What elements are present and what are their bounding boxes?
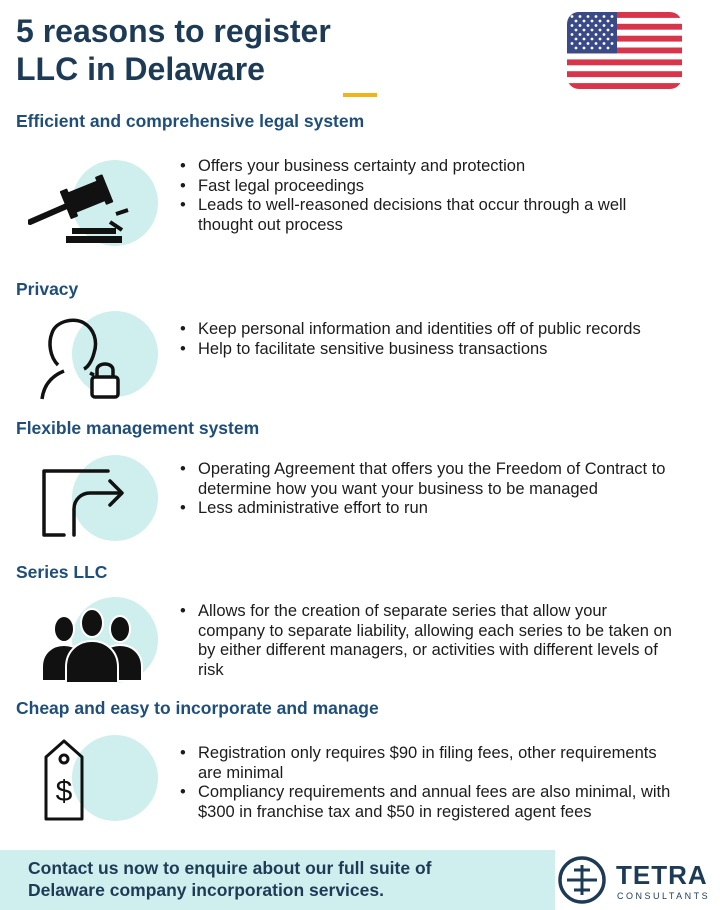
section-title-series-llc: Series LLC (16, 562, 108, 582)
footer-cta-line-2: Delaware company incorporation services. (28, 880, 384, 900)
tetra-logo-icon (557, 855, 607, 905)
bullet-list-series-llc (176, 602, 676, 680)
svg-text:$: $ (55, 775, 73, 808)
person-lock-icon (28, 311, 158, 401)
title-line-1: 5 reasons to register (16, 13, 331, 49)
section-title-legal-system: Efficient and comprehensive legal system (16, 111, 365, 131)
section-title-privacy: Privacy (16, 279, 79, 299)
bullet-list-privacy (176, 320, 676, 359)
list-item: • Offers your business certainty and protection (176, 157, 676, 177)
list-item: • Leads to well-reasoned decisions that occur through a well thought out process (176, 196, 676, 235)
list-item: • Compliancy requirements and annual fees are also minimal, with $300 in franchise tax and $50 in registered agent fees (176, 783, 676, 822)
list-item: • Help to facilitate sensitive business transactions (176, 340, 676, 360)
bullet-list-flexible-management (176, 460, 676, 519)
page-title (16, 12, 331, 88)
title-accent-bar (343, 93, 377, 97)
section-title-flexible-management: Flexible management system (16, 418, 260, 438)
price-tag-icon (28, 735, 158, 825)
section-title-cheap-and-easy: Cheap and easy to incorporate and manage (16, 698, 379, 718)
group-icon (28, 597, 158, 687)
bullet-list-legal-system (176, 157, 676, 235)
list-item: • Keep personal information and identities off of public records (176, 320, 676, 340)
arrow-box-icon (28, 455, 158, 545)
list-item: • Operating Agreement that offers you the Freedom of Contract to determine how you want your business to be managed (176, 460, 676, 499)
title-line-2: LLC in Delaware (16, 51, 265, 87)
gavel-icon (28, 160, 158, 250)
list-item: • Less administrative effort to run (176, 499, 676, 519)
list-item: • Allows for the creation of separate series that allow your company to separate liability, allowing each series to be taken on by either different managers, or activities with different levels of risk (176, 602, 676, 680)
footer-cta-line-1: Contact us now to enquire about our full suite of (28, 858, 432, 878)
us-flag-icon (567, 12, 682, 89)
logo-subtitle: CONSULTANTS (617, 891, 711, 901)
list-item: • Fast legal proceedings (176, 177, 676, 197)
logo-name: TETRA (616, 860, 708, 890)
bullet-list-cheap-and-easy (176, 744, 676, 822)
list-item: • Registration only requires $90 in filing fees, other requirements are minimal (176, 744, 676, 783)
footer-cta-text (28, 857, 431, 901)
